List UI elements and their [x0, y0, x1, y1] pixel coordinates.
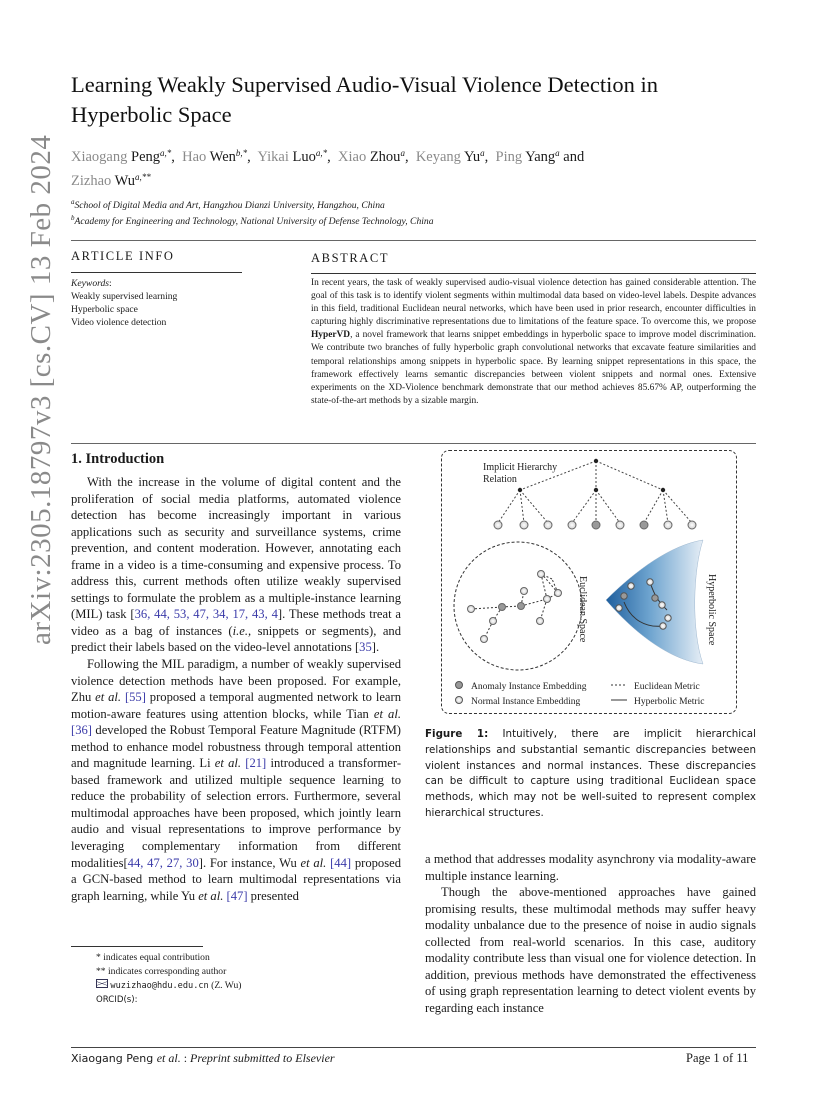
- footer-left: Xiaogang Peng et al. : Preprint submitted to Elsevier: [71, 1051, 335, 1065]
- euclidean-label: Euclidean Space: [577, 576, 588, 643]
- paragraph: Though the above-mentioned approaches have gained promising results, these multimodal methods may suffer heavy modality unbalance due to the presence of noise in audio signals collected from real-world scenarios. In this case, auditory modality contribute less than visual one for violence detection. In addition, previous methods have demonstrated the effectiveness of using graph representation learning to detect violent events by regarding each instance: [425, 885, 756, 1015]
- paragraph: a method that addresses modality asynchrony via modality-aware multiple instance learning.: [425, 852, 756, 883]
- hyperbolic-label: Hyperbolic Space: [706, 574, 717, 646]
- relation-label: Relation: [483, 474, 517, 485]
- paragraph: Following the MIL paradigm, a number of weakly supervised violence detection methods have been proposed. For example, Zhu et al. [55] proposed a temporal augmented network to learn motion-aware features using attention blocks, while Tian et al. [36] developed the Robust Temporal Feature Magnitude (RTFM) method to enhance model robustness through temporal attention and magnitude learning. Li et al. [21] introduced a transformer-based framework and utilized multiple sequence learning to reduce the probability of selection errors. Furthermore, several multimodal approaches have been proposed, which jointly learn audio and visual representations to improve performance by leveraging complementary information from different modalities[44, 47, 27, 30]. For instance, Wu et al. [44] proposed a GCN-based method to learn multimodal representations via graph learning, while Yu et al. [47] presented: [71, 657, 402, 903]
- paper-title: Learning Weakly Supervised Audio-Visual Violence Detection in Hyperbolic Space: [71, 72, 659, 127]
- author: Zizhao $Wu^{a,**}$: [71, 172, 151, 189]
- keyword: Video violence detection: [71, 317, 167, 328]
- intro-right-column: [425, 851, 756, 1016]
- author: Xiaogang Peng$^{a,*}$,: [71, 148, 175, 165]
- author: Xiao Zhou$^a$,: [338, 148, 409, 165]
- keyword: Hyperbolic space: [71, 304, 138, 315]
- divider: [311, 273, 756, 274]
- author: Hao Wen$^{b,*}$,: [182, 148, 251, 165]
- page-number: Page 1 of 11: [686, 1051, 749, 1065]
- footnotes: * indicates equal contribution ** indicates corresponding author wuzizhao@hdu.edu.cn (Z. Wu) ORCID(s):: [96, 952, 242, 1005]
- keywords: Keywords: Weakly supervised learning Hyperbolic space Video violence detection: [71, 278, 178, 328]
- affiliation: $^a$School of Digital Media and Art, Hangzhou Dianzi University, Hangzhou, China: [71, 198, 385, 211]
- divider: [71, 443, 756, 444]
- author: Ping Yang$^a$: [495, 148, 560, 165]
- intro-left-column: [71, 474, 401, 904]
- legend-normal: Normal Instance Embedding: [471, 697, 581, 707]
- hierarchy-leaf-nodes: [494, 521, 696, 529]
- hyperbolic-surface: [606, 540, 703, 664]
- figure-1-diagram: [441, 450, 737, 714]
- keyword: Weakly supervised learning: [71, 291, 178, 302]
- legend-hyperbolic-metric: Hyperbolic Metric: [634, 697, 705, 707]
- hierarchy-label: Implicit Hierarchy: [483, 462, 558, 473]
- footnote-rule: [71, 946, 203, 947]
- author-list: Xiaogang Peng$^{a,*}$, Hao Wen$^{b,*}$, Yikai Luo$^{a,*}$, Xiao Zhou$^a$, Keyang Yu$^a$, Ping Yang$^a$ and Zizhao $Wu^{a,**}$: [71, 148, 585, 189]
- divider: [71, 272, 242, 273]
- author: Keyang Yu$^a$,: [415, 148, 489, 165]
- figure-caption: Figure 1: Intuitively, there are implicit hierarchical relationships and substantial semantic discrepancies between violent instances and normal instances. These discrepancies can be difficult to capture using traditional Euclidean space methods, which may not be well-suited to represent complex hierarchical structures.: [425, 728, 756, 819]
- author: Yikai Luo$^{a,*}$,: [257, 148, 331, 165]
- section-heading: 1. Introduction: [71, 451, 165, 467]
- divider: [71, 240, 756, 241]
- affiliation: $^b$Academy for Engineering and Technology, National University of Defense Technology, China: [71, 214, 434, 227]
- article-info-heading: ARTICLE INFO: [71, 249, 175, 263]
- email-link[interactable]: wuzizhao@hdu.edu.cn: [110, 981, 209, 991]
- legend-euclidean-metric: Euclidean Metric: [634, 682, 700, 692]
- arxiv-sidebar: [22, 134, 57, 990]
- arxiv-id: arXiv:2305.18797v3 [cs.CV] 13 Feb 2024: [25, 134, 57, 645]
- abstract-heading: ABSTRACT: [311, 251, 390, 265]
- footer-rule: [71, 1047, 756, 1048]
- legend-anomaly: Anomaly Instance Embedding: [471, 682, 587, 692]
- paragraph: With the increase in the volume of digital content and the proliferation of social media platforms, automated violence detection has become increasingly important in various applications such as security and surveillance systems, crime prevention, and content moderation. However, annotating each frame in a video is a time-consuming and expensive process. To address this, current methods often utilize weakly supervised settings to formulate the problem as a multiple-instance learning (MIL) task [36, 44, 53, 47, 34, 17, 43, 4]. These methods treat a video as a bag of instances (i.e., snippets or segments), and predict their labels based on the video-level annotations [35].: [71, 475, 402, 655]
- abstract-text: In recent years, the task of weakly supervised audio-visual violence detection has gained considerable attention. The goal of this task is to identify violent segments within multimodal data based on video-level labels. Despite advances in this field, traditional Euclidean neural networks, which have been used in prior research, encounter difficulties in capturing highly discriminative representations due to limitations of the feature space. To overcome this, we propose HyperVD, a novel framework that learns snippet embeddings in hyperbolic space to improve model discrimination. We contribute two branches of fully hyperbolic graph convolutional networks that excavate feature similarities and temporal relationships among snippets in hyperbolic space. By learning snippet representations in this space, the framework effectively learns semantic discrepancies between violent snippets and normal ones. Extensive experiments on the XD-Violence benchmark demonstrate that our method achieves 85.67% AP, outperforming the state-of-the-art methods by a sizable margin.: [311, 278, 756, 406]
- mail-icon: [96, 979, 108, 988]
